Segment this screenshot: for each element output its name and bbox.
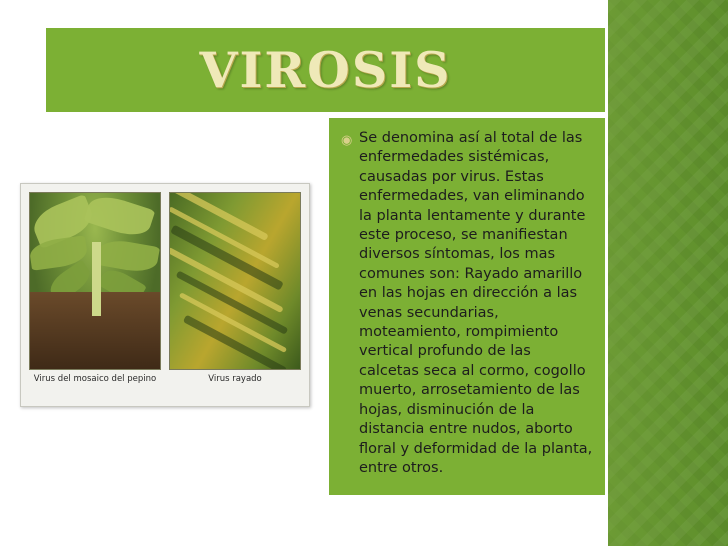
banana-plant-mosaic-photo (29, 192, 161, 370)
banana-leaf-streak-photo (169, 192, 301, 370)
body-paragraph: Se denomina así al total de las enfermedades sistémicas, causadas por virus. Estas enfermedades, van eliminando la planta lentamente y durante este proceso, se manifiestan diversos síntomas, los mas comunes son: Rayado amarillo en las hojas en dirección a las venas secundarias, moteamiento, rompimiento vertical profundo de las calcetas seca al cormo, cogollo muerto, arrosetamiento de las hojas, disminución de la distancia entre nudos, aborto floral y deformidad de la planta, entre otros. (359, 130, 593, 476)
slide-title-bar (46, 28, 605, 112)
figure-captions (29, 374, 301, 384)
figure-caption-right: Virus rayado (208, 374, 262, 384)
slide-body-block (329, 118, 605, 495)
figure-images (29, 192, 301, 370)
figure-caption-left: Virus del mosaico del pepino (33, 374, 157, 384)
bullet-marker-icon: ◉ (341, 132, 353, 147)
page-title: VIROSIS (199, 41, 452, 99)
decorative-right-band-overlay (608, 0, 728, 546)
decorative-right-band (608, 0, 728, 546)
bullet-list-item (329, 118, 605, 486)
figure-frame (20, 183, 310, 407)
